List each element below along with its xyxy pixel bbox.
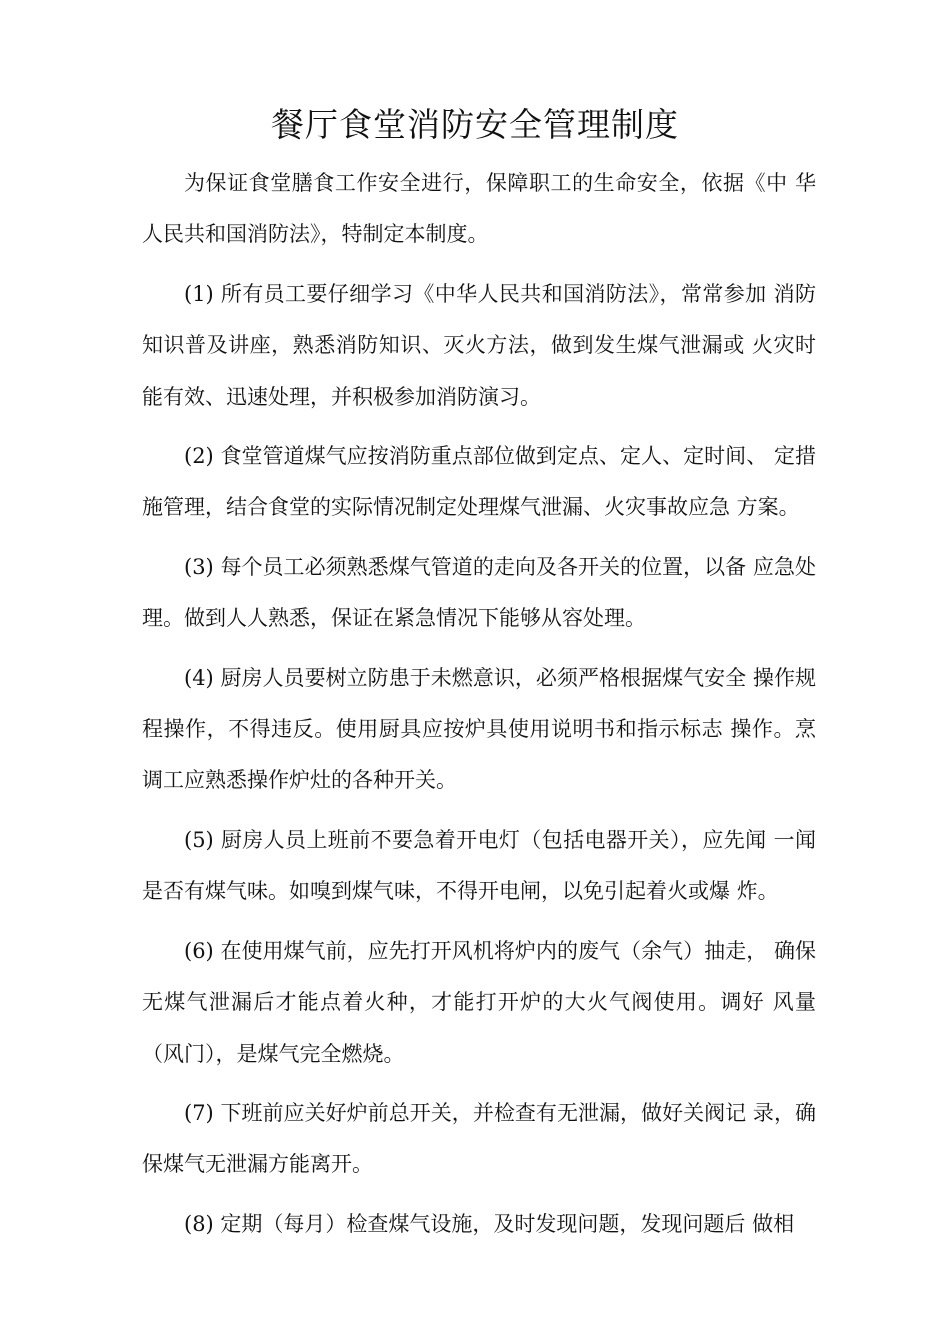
rule-item-5: (5) 厨房人员上班前不要急着开电灯（包括电器开关），应先闻 一闻是否有煤气味。如嗅到煤气味，不得开电闸，以免引起着火或爆 炸。 — [142, 827, 816, 904]
rule-item-4: (4) 厨房人员要树立防患于未燃意识，必须严格根据煤气安全 操作规程操作，不得违反。使用厨具应按炉具使用说明书和指示标志 操作。烹调工应熟悉操作炉灶的各种开关。 — [142, 665, 816, 793]
rule-item-8: (8) 定期（每月）检查煤气设施，及时发现问题，发现问题后 做相 — [184, 1211, 795, 1236]
rule-item-6: (6) 在使用煤气前，应先打开风机将炉内的废气（余气）抽走， 确保无煤气泄漏后才能点着火种，才能打开炉的大火气阀使用。调好 风量（风门），是煤气完全燃烧。 — [142, 938, 816, 1066]
document-title: 餐厅食堂消防安全管理制度 — [271, 105, 679, 144]
rule-item-7: (7) 下班前应关好炉前总开关，并检查有无泄漏，做好关阀记 录，确保煤气无泄漏方能离开。 — [142, 1100, 816, 1177]
rule-item-3: (3) 每个员工必须熟悉煤气管道的走向及各开关的位置，以备 应急处理。做到人人熟悉，保证在紧急情况下能够从容处理。 — [142, 554, 816, 631]
rule-item-2: (2) 食堂管道煤气应按消防重点部位做到定点、定人、定时间、 定措施管理，结合食堂的实际情况制定处理煤气泄漏、火灾事故应急 方案。 — [142, 444, 816, 520]
document-body — [142, 158, 816, 1250]
rule-item-1: (1) 所有员工要仔细学习《中华人民共和国消防法》，常常参加 消防知识普及讲座，熟悉消防知识、灭火方法，做到发生煤气泄漏或 火灾时能有效、迅速处理，并积极参加消防演习。 — [142, 281, 816, 409]
intro-paragraph: 为保证食堂膳食工作安全进行，保障职工的生命安全，依据《中 华人民共和国消防法》，特制定本制度。 — [142, 171, 816, 247]
